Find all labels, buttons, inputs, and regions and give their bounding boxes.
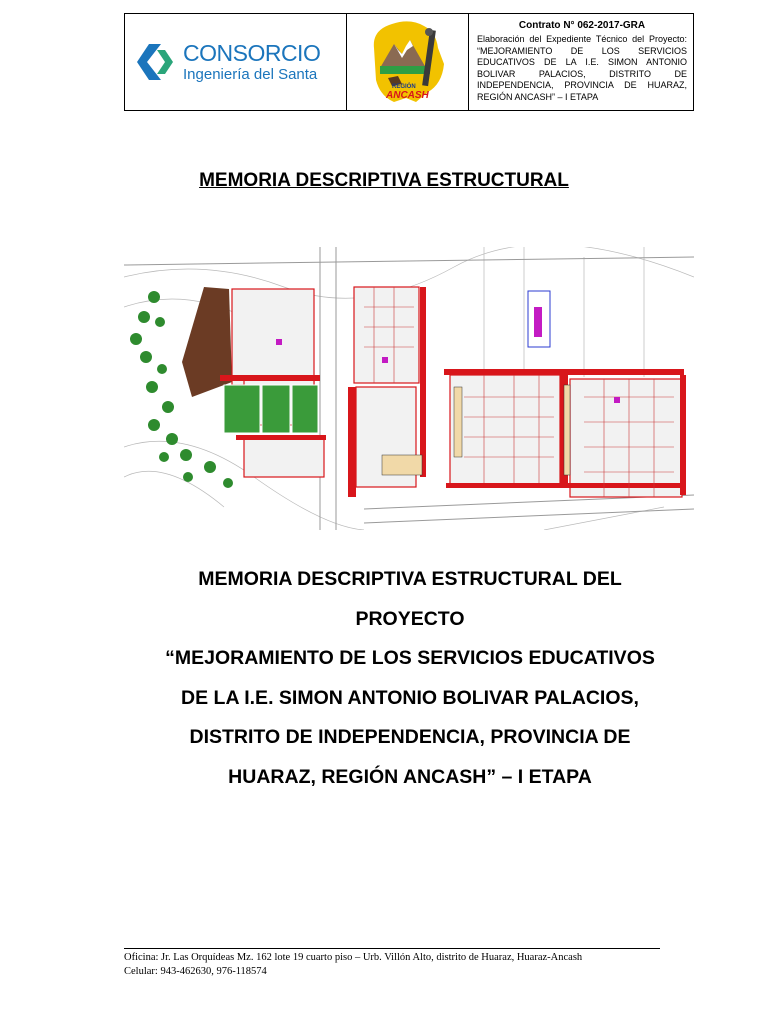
region-ancash-logo-icon <box>366 18 450 106</box>
consorcio-logo-icon <box>135 42 175 82</box>
project-line: DISTRITO DE INDEPENDENCIA, PROVINCIA DE <box>189 726 631 748</box>
document-title: MEMORIA DESCRIPTIVA ESTRUCTURAL <box>199 170 569 191</box>
region-logo-label-bottom: ANCASH <box>385 90 429 101</box>
region-logo-cell <box>347 14 469 110</box>
footer-phone: Celular: 943-462630, 976-118574 <box>124 966 267 977</box>
project-line: MEMORIA DESCRIPTIVA ESTRUCTURAL DEL <box>198 568 622 590</box>
brand-name: CONSORCIO <box>183 40 321 67</box>
footer-divider <box>124 948 660 949</box>
footer-office: Oficina: Jr. Las Orquídeas Mz. 162 lote 19 cuarto piso – Urb. Villón Alto, distrito de Huaraz, Huaraz-Ancash <box>124 952 583 963</box>
project-line: “MEJORAMIENTO DE LOS SERVICIOS EDUCATIVOS <box>165 647 655 669</box>
brand-subtitle: Ingeniería del Santa <box>183 66 318 84</box>
consorcio-logo-cell <box>125 14 347 110</box>
contract-cell <box>469 14 693 110</box>
region-logo-label-top: REGIÓN <box>391 84 416 90</box>
project-title-block <box>100 560 720 797</box>
project-line: PROYECTO <box>355 607 465 630</box>
contract-title: Contrato N° 062-2017-GRA <box>518 20 646 31</box>
project-line: DE LA I.E. SIMON ANTONIO BOLIVAR PALACIOS, <box>181 686 639 709</box>
project-line: HUARAZ, REGIÓN ANCASH” – I ETAPA <box>228 765 592 788</box>
site-plan-drawing-icon <box>124 247 694 530</box>
document-header <box>124 13 694 111</box>
brand-text <box>183 41 320 83</box>
footer <box>124 951 582 979</box>
contract-description: Elaboración del Expediente Técnico del Proyecto: “MEJORAMIENTO DE LOS SERVICIOS EDUCATIVOS DE LA I.E. SIMON ANTONIO BOLIVAR PALACIOS, DISTRITO DE INDEPENDENCIA, PROVINCIA DE HUARAZ, REGIÓN ANCASH” – I ETAPA <box>477 34 687 102</box>
